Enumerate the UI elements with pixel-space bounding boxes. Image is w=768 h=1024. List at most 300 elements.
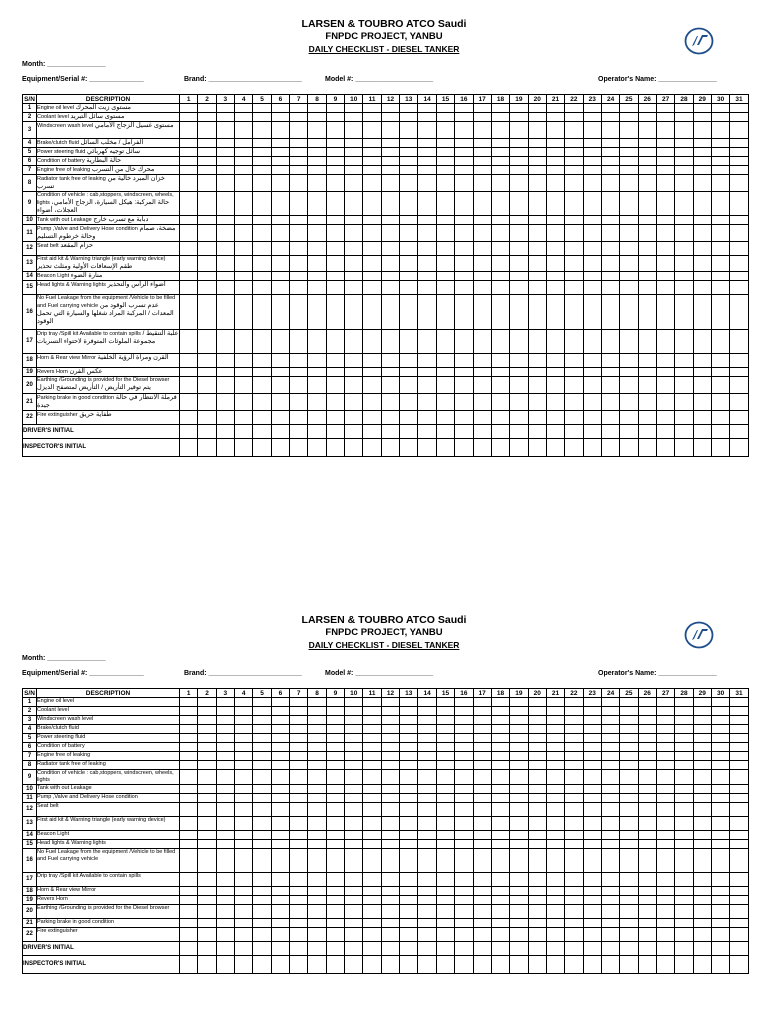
check-cell[interactable] (308, 698, 326, 707)
check-cell[interactable] (400, 216, 418, 225)
check-cell[interactable] (455, 840, 473, 849)
check-cell[interactable] (730, 725, 748, 734)
check-cell[interactable] (528, 192, 546, 216)
check-cell[interactable] (601, 928, 619, 942)
check-cell[interactable] (583, 122, 601, 139)
check-cell[interactable] (436, 896, 454, 905)
check-cell[interactable] (510, 368, 528, 377)
check-cell[interactable] (583, 281, 601, 295)
check-cell[interactable] (583, 794, 601, 803)
initial-cell[interactable] (693, 425, 711, 439)
check-cell[interactable] (363, 840, 381, 849)
check-cell[interactable] (381, 377, 399, 394)
check-cell[interactable] (473, 256, 491, 272)
check-cell[interactable] (216, 840, 234, 849)
check-cell[interactable] (528, 707, 546, 716)
check-cell[interactable] (455, 896, 473, 905)
check-cell[interactable] (381, 873, 399, 887)
check-cell[interactable] (326, 734, 344, 743)
check-cell[interactable] (198, 716, 216, 725)
check-cell[interactable] (436, 716, 454, 725)
check-cell[interactable] (180, 873, 198, 887)
check-cell[interactable] (400, 831, 418, 840)
check-cell[interactable] (510, 743, 528, 752)
initial-cell[interactable] (675, 956, 693, 974)
initial-cell[interactable] (326, 425, 344, 439)
check-cell[interactable] (510, 849, 528, 873)
check-cell[interactable] (638, 411, 656, 425)
check-cell[interactable] (528, 113, 546, 122)
check-cell[interactable] (675, 785, 693, 794)
initial-cell[interactable] (216, 439, 234, 457)
check-cell[interactable] (271, 734, 289, 743)
check-cell[interactable] (528, 281, 546, 295)
initial-cell[interactable] (253, 425, 271, 439)
initial-cell[interactable] (253, 942, 271, 956)
check-cell[interactable] (693, 831, 711, 840)
check-cell[interactable] (308, 148, 326, 157)
check-cell[interactable] (601, 368, 619, 377)
check-cell[interactable] (381, 330, 399, 354)
check-cell[interactable] (253, 225, 271, 242)
check-cell[interactable] (473, 330, 491, 354)
check-cell[interactable] (693, 394, 711, 411)
check-cell[interactable] (528, 242, 546, 256)
check-cell[interactable] (620, 743, 638, 752)
check-cell[interactable] (418, 104, 436, 113)
check-cell[interactable] (216, 166, 234, 175)
check-cell[interactable] (491, 139, 509, 148)
check-cell[interactable] (381, 698, 399, 707)
check-cell[interactable] (235, 698, 253, 707)
initial-cell[interactable] (400, 942, 418, 956)
check-cell[interactable] (345, 905, 363, 919)
check-cell[interactable] (180, 281, 198, 295)
check-cell[interactable] (216, 743, 234, 752)
check-cell[interactable] (638, 785, 656, 794)
check-cell[interactable] (730, 817, 748, 831)
check-cell[interactable] (235, 225, 253, 242)
check-cell[interactable] (546, 354, 564, 368)
check-cell[interactable] (656, 743, 674, 752)
check-cell[interactable] (418, 192, 436, 216)
check-cell[interactable] (473, 761, 491, 770)
check-cell[interactable] (235, 242, 253, 256)
check-cell[interactable] (381, 113, 399, 122)
check-cell[interactable] (491, 216, 509, 225)
check-cell[interactable] (198, 794, 216, 803)
check-cell[interactable] (455, 919, 473, 928)
initial-cell[interactable] (290, 956, 308, 974)
check-cell[interactable] (400, 354, 418, 368)
check-cell[interactable] (546, 113, 564, 122)
check-cell[interactable] (180, 831, 198, 840)
check-cell[interactable] (180, 295, 198, 330)
check-cell[interactable] (345, 368, 363, 377)
check-cell[interactable] (601, 256, 619, 272)
check-cell[interactable] (418, 770, 436, 785)
check-cell[interactable] (180, 896, 198, 905)
initial-cell[interactable] (510, 942, 528, 956)
check-cell[interactable] (693, 928, 711, 942)
check-cell[interactable] (693, 377, 711, 394)
check-cell[interactable] (455, 139, 473, 148)
check-cell[interactable] (620, 770, 638, 785)
check-cell[interactable] (656, 377, 674, 394)
check-cell[interactable] (546, 216, 564, 225)
check-cell[interactable] (308, 113, 326, 122)
check-cell[interactable] (235, 148, 253, 157)
check-cell[interactable] (730, 354, 748, 368)
check-cell[interactable] (620, 716, 638, 725)
check-cell[interactable] (711, 139, 729, 148)
check-cell[interactable] (491, 157, 509, 166)
check-cell[interactable] (711, 887, 729, 896)
check-cell[interactable] (583, 905, 601, 919)
check-cell[interactable] (711, 840, 729, 849)
check-cell[interactable] (253, 377, 271, 394)
check-cell[interactable] (546, 104, 564, 113)
initial-cell[interactable] (711, 425, 729, 439)
check-cell[interactable] (418, 725, 436, 734)
check-cell[interactable] (583, 919, 601, 928)
check-cell[interactable] (290, 734, 308, 743)
check-cell[interactable] (620, 225, 638, 242)
check-cell[interactable] (528, 785, 546, 794)
check-cell[interactable] (271, 354, 289, 368)
check-cell[interactable] (601, 752, 619, 761)
check-cell[interactable] (418, 394, 436, 411)
check-cell[interactable] (730, 905, 748, 919)
check-cell[interactable] (510, 113, 528, 122)
check-cell[interactable] (235, 873, 253, 887)
check-cell[interactable] (198, 394, 216, 411)
check-cell[interactable] (400, 761, 418, 770)
check-cell[interactable] (198, 725, 216, 734)
check-cell[interactable] (436, 175, 454, 192)
check-cell[interactable] (620, 192, 638, 216)
check-cell[interactable] (381, 734, 399, 743)
check-cell[interactable] (491, 716, 509, 725)
check-cell[interactable] (180, 192, 198, 216)
check-cell[interactable] (638, 752, 656, 761)
check-cell[interactable] (638, 743, 656, 752)
check-cell[interactable] (730, 157, 748, 166)
check-cell[interactable] (216, 725, 234, 734)
check-cell[interactable] (528, 803, 546, 817)
check-cell[interactable] (308, 734, 326, 743)
check-cell[interactable] (418, 716, 436, 725)
check-cell[interactable] (180, 725, 198, 734)
check-cell[interactable] (675, 175, 693, 192)
check-cell[interactable] (198, 734, 216, 743)
check-cell[interactable] (235, 817, 253, 831)
check-cell[interactable] (565, 831, 583, 840)
check-cell[interactable] (455, 411, 473, 425)
check-cell[interactable] (400, 707, 418, 716)
check-cell[interactable] (345, 840, 363, 849)
check-cell[interactable] (675, 817, 693, 831)
check-cell[interactable] (528, 354, 546, 368)
check-cell[interactable] (400, 281, 418, 295)
check-cell[interactable] (290, 905, 308, 919)
check-cell[interactable] (400, 157, 418, 166)
initial-cell[interactable] (510, 956, 528, 974)
check-cell[interactable] (730, 295, 748, 330)
check-cell[interactable] (436, 148, 454, 157)
check-cell[interactable] (473, 734, 491, 743)
check-cell[interactable] (326, 928, 344, 942)
check-cell[interactable] (620, 411, 638, 425)
check-cell[interactable] (253, 761, 271, 770)
check-cell[interactable] (326, 354, 344, 368)
check-cell[interactable] (565, 734, 583, 743)
operator-field[interactable]: Operator's Name: _______________ (598, 670, 717, 677)
check-cell[interactable] (620, 330, 638, 354)
check-cell[interactable] (326, 707, 344, 716)
check-cell[interactable] (235, 785, 253, 794)
check-cell[interactable] (693, 281, 711, 295)
check-cell[interactable] (675, 148, 693, 157)
check-cell[interactable] (546, 281, 564, 295)
check-cell[interactable] (326, 225, 344, 242)
check-cell[interactable] (363, 216, 381, 225)
check-cell[interactable] (198, 139, 216, 148)
check-cell[interactable] (528, 377, 546, 394)
check-cell[interactable] (583, 394, 601, 411)
check-cell[interactable] (528, 896, 546, 905)
check-cell[interactable] (620, 148, 638, 157)
check-cell[interactable] (546, 873, 564, 887)
check-cell[interactable] (290, 113, 308, 122)
check-cell[interactable] (180, 272, 198, 281)
initial-cell[interactable] (491, 956, 509, 974)
check-cell[interactable] (565, 707, 583, 716)
check-cell[interactable] (491, 743, 509, 752)
initial-cell[interactable] (491, 942, 509, 956)
check-cell[interactable] (583, 761, 601, 770)
check-cell[interactable] (400, 928, 418, 942)
check-cell[interactable] (326, 104, 344, 113)
check-cell[interactable] (326, 281, 344, 295)
check-cell[interactable] (675, 157, 693, 166)
check-cell[interactable] (675, 928, 693, 942)
check-cell[interactable] (656, 411, 674, 425)
check-cell[interactable] (180, 225, 198, 242)
check-cell[interactable] (345, 698, 363, 707)
check-cell[interactable] (381, 752, 399, 761)
check-cell[interactable] (180, 175, 198, 192)
check-cell[interactable] (693, 216, 711, 225)
initial-cell[interactable] (271, 942, 289, 956)
check-cell[interactable] (583, 354, 601, 368)
check-cell[interactable] (711, 192, 729, 216)
check-cell[interactable] (381, 157, 399, 166)
check-cell[interactable] (180, 785, 198, 794)
check-cell[interactable] (455, 368, 473, 377)
check-cell[interactable] (216, 770, 234, 785)
check-cell[interactable] (620, 368, 638, 377)
check-cell[interactable] (290, 770, 308, 785)
check-cell[interactable] (473, 157, 491, 166)
check-cell[interactable] (565, 743, 583, 752)
check-cell[interactable] (528, 849, 546, 873)
check-cell[interactable] (693, 139, 711, 148)
check-cell[interactable] (455, 175, 473, 192)
initial-cell[interactable] (473, 956, 491, 974)
equipment-field[interactable]: Equipment/Serial #: ______________ (22, 670, 144, 677)
check-cell[interactable] (308, 256, 326, 272)
check-cell[interactable] (290, 139, 308, 148)
check-cell[interactable] (601, 166, 619, 175)
check-cell[interactable] (455, 354, 473, 368)
check-cell[interactable] (565, 175, 583, 192)
initial-cell[interactable] (491, 439, 509, 457)
check-cell[interactable] (620, 873, 638, 887)
check-cell[interactable] (326, 919, 344, 928)
check-cell[interactable] (381, 175, 399, 192)
check-cell[interactable] (583, 139, 601, 148)
check-cell[interactable] (235, 394, 253, 411)
check-cell[interactable] (363, 873, 381, 887)
month-field[interactable]: Month: _______________ (22, 61, 106, 68)
check-cell[interactable] (180, 752, 198, 761)
check-cell[interactable] (638, 354, 656, 368)
check-cell[interactable] (638, 803, 656, 817)
check-cell[interactable] (253, 840, 271, 849)
check-cell[interactable] (436, 377, 454, 394)
initial-cell[interactable] (436, 439, 454, 457)
initial-cell[interactable] (400, 439, 418, 457)
initial-cell[interactable] (638, 425, 656, 439)
initial-cell[interactable] (235, 425, 253, 439)
check-cell[interactable] (528, 794, 546, 803)
check-cell[interactable] (620, 752, 638, 761)
check-cell[interactable] (381, 411, 399, 425)
check-cell[interactable] (308, 330, 326, 354)
check-cell[interactable] (363, 295, 381, 330)
check-cell[interactable] (693, 905, 711, 919)
check-cell[interactable] (290, 896, 308, 905)
check-cell[interactable] (711, 256, 729, 272)
check-cell[interactable] (180, 377, 198, 394)
initial-cell[interactable] (601, 956, 619, 974)
check-cell[interactable] (656, 905, 674, 919)
check-cell[interactable] (473, 281, 491, 295)
check-cell[interactable] (290, 831, 308, 840)
check-cell[interactable] (693, 354, 711, 368)
check-cell[interactable] (491, 849, 509, 873)
check-cell[interactable] (271, 216, 289, 225)
check-cell[interactable] (198, 761, 216, 770)
check-cell[interactable] (711, 394, 729, 411)
check-cell[interactable] (491, 148, 509, 157)
check-cell[interactable] (565, 354, 583, 368)
check-cell[interactable] (693, 716, 711, 725)
check-cell[interactable] (528, 148, 546, 157)
check-cell[interactable] (326, 175, 344, 192)
check-cell[interactable] (638, 831, 656, 840)
initial-cell[interactable] (693, 956, 711, 974)
check-cell[interactable] (473, 242, 491, 256)
check-cell[interactable] (253, 148, 271, 157)
check-cell[interactable] (326, 157, 344, 166)
check-cell[interactable] (216, 411, 234, 425)
check-cell[interactable] (381, 840, 399, 849)
check-cell[interactable] (198, 225, 216, 242)
check-cell[interactable] (620, 887, 638, 896)
check-cell[interactable] (491, 698, 509, 707)
check-cell[interactable] (400, 295, 418, 330)
check-cell[interactable] (271, 887, 289, 896)
check-cell[interactable] (546, 377, 564, 394)
check-cell[interactable] (253, 394, 271, 411)
check-cell[interactable] (730, 225, 748, 242)
check-cell[interactable] (693, 166, 711, 175)
check-cell[interactable] (730, 256, 748, 272)
check-cell[interactable] (730, 698, 748, 707)
initial-cell[interactable] (565, 425, 583, 439)
check-cell[interactable] (290, 873, 308, 887)
check-cell[interactable] (418, 896, 436, 905)
check-cell[interactable] (198, 849, 216, 873)
check-cell[interactable] (638, 817, 656, 831)
check-cell[interactable] (565, 281, 583, 295)
check-cell[interactable] (546, 411, 564, 425)
check-cell[interactable] (656, 113, 674, 122)
check-cell[interactable] (290, 761, 308, 770)
initial-cell[interactable] (216, 425, 234, 439)
check-cell[interactable] (638, 104, 656, 113)
check-cell[interactable] (363, 794, 381, 803)
check-cell[interactable] (253, 175, 271, 192)
check-cell[interactable] (418, 849, 436, 873)
check-cell[interactable] (290, 725, 308, 734)
initial-cell[interactable] (455, 425, 473, 439)
check-cell[interactable] (711, 734, 729, 743)
check-cell[interactable] (583, 785, 601, 794)
check-cell[interactable] (455, 785, 473, 794)
check-cell[interactable] (711, 175, 729, 192)
check-cell[interactable] (216, 192, 234, 216)
check-cell[interactable] (491, 330, 509, 354)
check-cell[interactable] (216, 225, 234, 242)
initial-cell[interactable] (565, 439, 583, 457)
check-cell[interactable] (308, 873, 326, 887)
initial-cell[interactable] (491, 425, 509, 439)
check-cell[interactable] (473, 377, 491, 394)
check-cell[interactable] (656, 734, 674, 743)
check-cell[interactable] (418, 242, 436, 256)
check-cell[interactable] (436, 794, 454, 803)
initial-cell[interactable] (271, 956, 289, 974)
initial-cell[interactable] (253, 439, 271, 457)
check-cell[interactable] (693, 698, 711, 707)
check-cell[interactable] (381, 919, 399, 928)
check-cell[interactable] (381, 770, 399, 785)
initial-cell[interactable] (601, 942, 619, 956)
check-cell[interactable] (601, 803, 619, 817)
check-cell[interactable] (510, 411, 528, 425)
check-cell[interactable] (656, 368, 674, 377)
check-cell[interactable] (418, 377, 436, 394)
check-cell[interactable] (711, 272, 729, 281)
check-cell[interactable] (271, 139, 289, 148)
check-cell[interactable] (216, 794, 234, 803)
check-cell[interactable] (546, 157, 564, 166)
check-cell[interactable] (565, 377, 583, 394)
check-cell[interactable] (693, 817, 711, 831)
